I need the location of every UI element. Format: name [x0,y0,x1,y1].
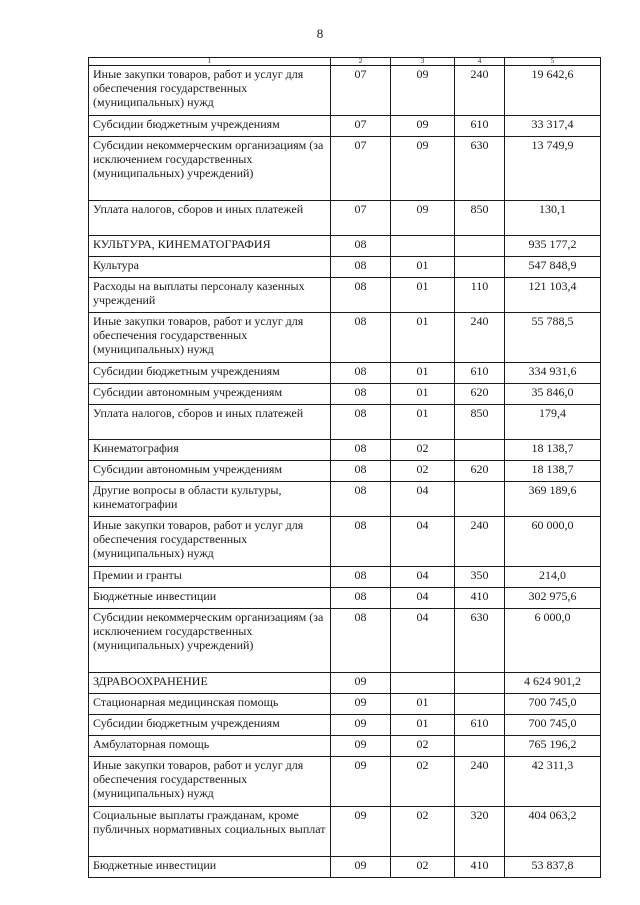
amount-cell: 33 317,4 [505,116,601,137]
row-name-cell: Бюджетные инвестиции [89,857,331,878]
row-name-cell: Бюджетные инвестиции [89,588,331,609]
expense-type-cell: 610 [455,363,505,384]
expense-type-cell: 620 [455,461,505,482]
row-name-cell: Субсидии некоммерческим организациям (за исключением государственных (муниципальных) учреждений) [89,609,331,673]
subsection-code-cell: 09 [391,137,455,201]
row-name-cell: Стационарная медицинская помощь [89,694,331,715]
amount-cell: 6 000,0 [505,609,601,673]
row-name-cell: Субсидии бюджетным учреждениям [89,363,331,384]
subsection-code-cell: 04 [391,567,455,588]
expense-type-cell: 610 [455,116,505,137]
row-name-cell: Иные закупки товаров, работ и услуг для обеспечения государственных (муниципальных) нужд [89,757,331,807]
row-name-cell: Другие вопросы в области культуры, кинематографии [89,482,331,517]
expense-type-cell: 630 [455,609,505,673]
amount-cell: 765 196,2 [505,736,601,757]
section-code-cell: 08 [331,384,391,405]
subsection-code-cell: 02 [391,857,455,878]
section-code-cell: 09 [331,694,391,715]
row-name-cell: КУЛЬТУРА, КИНЕМАТОГРАФИЯ [89,236,331,257]
section-code-cell: 09 [331,857,391,878]
expense-type-cell [455,257,505,278]
row-name-cell: Социальные выплаты гражданам, кроме публичных нормативных социальных выплат [89,807,331,857]
table-row [89,66,601,116]
table-row [89,588,601,609]
amount-cell: 700 745,0 [505,715,601,736]
expense-type-cell: 610 [455,715,505,736]
subsection-code-cell: 09 [391,201,455,236]
expense-type-cell: 410 [455,588,505,609]
table-row [89,257,601,278]
subsection-code-cell: 09 [391,116,455,137]
table-row [89,517,601,567]
column-number-row [89,58,601,66]
table-row [89,807,601,857]
section-code-cell: 07 [331,116,391,137]
subsection-code-cell: 01 [391,694,455,715]
section-code-cell: 09 [331,673,391,694]
section-code-cell: 08 [331,609,391,673]
column-number: 4 [455,58,505,66]
section-code-cell: 08 [331,482,391,517]
row-name-cell: Иные закупки товаров, работ и услуг для обеспечения государственных (муниципальных) нужд [89,66,331,116]
row-name-cell: Амбулаторная помощь [89,736,331,757]
row-name-cell: Субсидии автономным учреждениям [89,461,331,482]
table-row [89,857,601,878]
subsection-code-cell: 01 [391,313,455,363]
amount-cell: 700 745,0 [505,694,601,715]
expense-type-cell: 620 [455,384,505,405]
section-code-cell: 08 [331,236,391,257]
amount-cell: 19 642,6 [505,66,601,116]
table-row [89,673,601,694]
amount-cell: 935 177,2 [505,236,601,257]
section-code-cell: 08 [331,588,391,609]
section-code-cell: 08 [331,278,391,313]
column-number: 5 [505,58,601,66]
column-number: 2 [331,58,391,66]
expense-type-cell [455,694,505,715]
section-code-cell: 09 [331,715,391,736]
amount-cell: 60 000,0 [505,517,601,567]
subsection-code-cell: 01 [391,405,455,440]
expense-type-cell: 350 [455,567,505,588]
section-code-cell: 08 [331,461,391,482]
amount-cell: 547 848,9 [505,257,601,278]
expense-type-cell: 630 [455,137,505,201]
table-row [89,278,601,313]
table-row [89,384,601,405]
row-name-cell: Премии и гранты [89,567,331,588]
row-name-cell: Кинематография [89,440,331,461]
section-code-cell: 07 [331,137,391,201]
expense-type-cell [455,482,505,517]
row-name-cell: Субсидии автономным учреждениям [89,384,331,405]
subsection-code-cell: 02 [391,440,455,461]
amount-cell: 179,4 [505,405,601,440]
budget-table [88,57,601,878]
subsection-code-cell: 02 [391,736,455,757]
expense-type-cell [455,236,505,257]
table-row [89,757,601,807]
subsection-code-cell: 02 [391,461,455,482]
subsection-code-cell: 01 [391,715,455,736]
amount-cell: 302 975,6 [505,588,601,609]
page-number: 8 [316,26,324,41]
amount-cell: 18 138,7 [505,461,601,482]
table-row [89,715,601,736]
section-code-cell: 08 [331,257,391,278]
table-row [89,405,601,440]
subsection-code-cell: 01 [391,363,455,384]
row-name-cell: Субсидии бюджетным учреждениям [89,116,331,137]
amount-cell: 334 931,6 [505,363,601,384]
expense-type-cell [455,440,505,461]
subsection-code-cell: 04 [391,609,455,673]
amount-cell: 214,0 [505,567,601,588]
section-code-cell: 08 [331,313,391,363]
row-name-cell: ЗДРАВООХРАНЕНИЕ [89,673,331,694]
section-code-cell: 07 [331,201,391,236]
table-row [89,363,601,384]
amount-cell: 121 103,4 [505,278,601,313]
expense-type-cell: 110 [455,278,505,313]
expense-type-cell [455,736,505,757]
section-code-cell: 09 [331,807,391,857]
subsection-code-cell: 01 [391,257,455,278]
expense-type-cell: 850 [455,201,505,236]
expense-type-cell: 240 [455,66,505,116]
column-number: 3 [391,58,455,66]
row-name-cell: Уплата налогов, сборов и иных платежей [89,201,331,236]
table-row [89,609,601,673]
expense-type-cell: 240 [455,313,505,363]
expense-type-cell: 320 [455,807,505,857]
amount-cell: 13 749,9 [505,137,601,201]
expense-type-cell: 850 [455,405,505,440]
table-row [89,482,601,517]
amount-cell: 53 837,8 [505,857,601,878]
section-code-cell: 09 [331,736,391,757]
subsection-code-cell: 01 [391,384,455,405]
table-row [89,137,601,201]
expense-type-cell [455,673,505,694]
row-name-cell: Иные закупки товаров, работ и услуг для обеспечения государственных (муниципальных) нужд [89,313,331,363]
amount-cell: 18 138,7 [505,440,601,461]
table-row [89,201,601,236]
subsection-code-cell: 01 [391,278,455,313]
subsection-code-cell: 02 [391,807,455,857]
row-name-cell: Субсидии некоммерческим организациям (за исключением государственных (муниципальных) учреждений) [89,137,331,201]
subsection-code-cell: 04 [391,588,455,609]
section-code-cell: 08 [331,363,391,384]
row-name-cell: Субсидии бюджетным учреждениям [89,715,331,736]
section-code-cell: 08 [331,440,391,461]
row-name-cell: Уплата налогов, сборов и иных платежей [89,405,331,440]
table-row [89,116,601,137]
expense-type-cell: 410 [455,857,505,878]
table-row [89,236,601,257]
subsection-code-cell: 09 [391,66,455,116]
section-code-cell: 07 [331,66,391,116]
table-row [89,440,601,461]
column-number: 1 [89,58,331,66]
amount-cell: 4 624 901,2 [505,673,601,694]
expense-type-cell: 240 [455,517,505,567]
table-row [89,567,601,588]
table-row [89,736,601,757]
table-row [89,694,601,715]
subsection-code-cell [391,236,455,257]
amount-cell: 35 846,0 [505,384,601,405]
subsection-code-cell: 04 [391,482,455,517]
table-row [89,313,601,363]
section-code-cell: 09 [331,757,391,807]
row-name-cell: Расходы на выплаты персоналу казенных учреждений [89,278,331,313]
amount-cell: 130,1 [505,201,601,236]
amount-cell: 404 063,2 [505,807,601,857]
amount-cell: 42 311,3 [505,757,601,807]
section-code-cell: 08 [331,567,391,588]
table-row [89,461,601,482]
amount-cell: 369 189,6 [505,482,601,517]
amount-cell: 55 788,5 [505,313,601,363]
section-code-cell: 08 [331,517,391,567]
row-name-cell: Культура [89,257,331,278]
subsection-code-cell [391,673,455,694]
subsection-code-cell: 04 [391,517,455,567]
row-name-cell: Иные закупки товаров, работ и услуг для обеспечения государственных (муниципальных) нужд [89,517,331,567]
subsection-code-cell: 02 [391,757,455,807]
expense-type-cell: 240 [455,757,505,807]
section-code-cell: 08 [331,405,391,440]
